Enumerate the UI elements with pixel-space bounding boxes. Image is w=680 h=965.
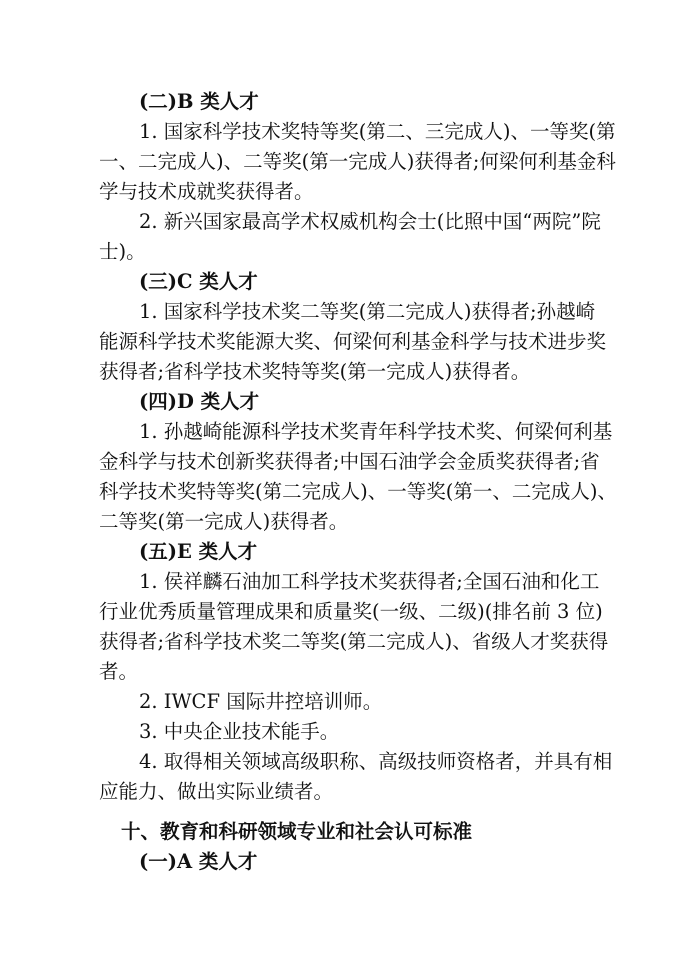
paragraph-line: 1. 国家科学技术奖特等奖(第二、三完成人)、一等奖(第 bbox=[139, 120, 616, 143]
paragraph-line: 行业优秀质量管理成果和质量奖(一级、二级)(排名前 3 位) bbox=[99, 600, 603, 623]
section-heading-c: (三)C 类人才 bbox=[139, 270, 258, 293]
paragraph-line: 1. 侯祥麟石油加工科学技术奖获得者;全国石油和化工 bbox=[139, 570, 600, 593]
paragraph-line: 一、二完成人)、二等奖(第一完成人)获得者;何梁何利基金科 bbox=[99, 150, 616, 173]
paragraph-line: 1. 孙越崎能源科学技术奖青年科学技术奖、何梁何利基 bbox=[139, 420, 613, 443]
paragraph-line: 获得者;省科学技术奖特等奖(第一完成人)获得者。 bbox=[99, 360, 531, 383]
paragraph-line: 应能力、做出实际业绩者。 bbox=[99, 780, 334, 803]
paragraph-line: 2. 新兴国家最高学术权威机构会士(比照中国“两院”院 bbox=[139, 210, 601, 233]
section-heading-d: (四)D 类人才 bbox=[139, 390, 260, 413]
section-heading-a: (一)A 类人才 bbox=[139, 850, 258, 873]
paragraph-line: 二等奖(第一完成人)获得者。 bbox=[99, 510, 349, 533]
paragraph-line: 学与技术成就奖获得者。 bbox=[99, 180, 314, 203]
paragraph-line: 3. 中央企业技术能手。 bbox=[139, 720, 340, 743]
paragraph-line: 科学技术奖特等奖(第二完成人)、一等奖(第一、二完成人)、 bbox=[99, 480, 617, 503]
section-heading-b: (二)B 类人才 bbox=[139, 90, 259, 113]
paragraph-line: 2. IWCF 国际井控培训师。 bbox=[139, 690, 383, 713]
section-heading-e: (五)E 类人才 bbox=[139, 540, 258, 563]
chapter-heading: 十、教育和科研领域专业和社会认可标准 bbox=[121, 820, 473, 843]
paragraph-line: 能源科学技术奖能源大奖、何梁何利基金科学与技术进步奖 bbox=[99, 330, 607, 353]
paragraph-line: 者。 bbox=[99, 660, 139, 683]
paragraph-line: 1. 国家科学技术奖二等奖(第二完成人)获得者;孙越崎 bbox=[139, 300, 596, 323]
paragraph-line: 士)。 bbox=[99, 240, 146, 263]
paragraph-line: 4. 取得相关领域高级职称、高级技师资格者，并具有相 bbox=[139, 750, 613, 773]
paragraph-line: 获得者;省科学技术奖二等奖(第二完成人)、省级人才奖获得 bbox=[99, 630, 609, 653]
paragraph-line: 金科学与技术创新奖获得者;中国石油学会金质奖获得者;省 bbox=[99, 450, 600, 473]
